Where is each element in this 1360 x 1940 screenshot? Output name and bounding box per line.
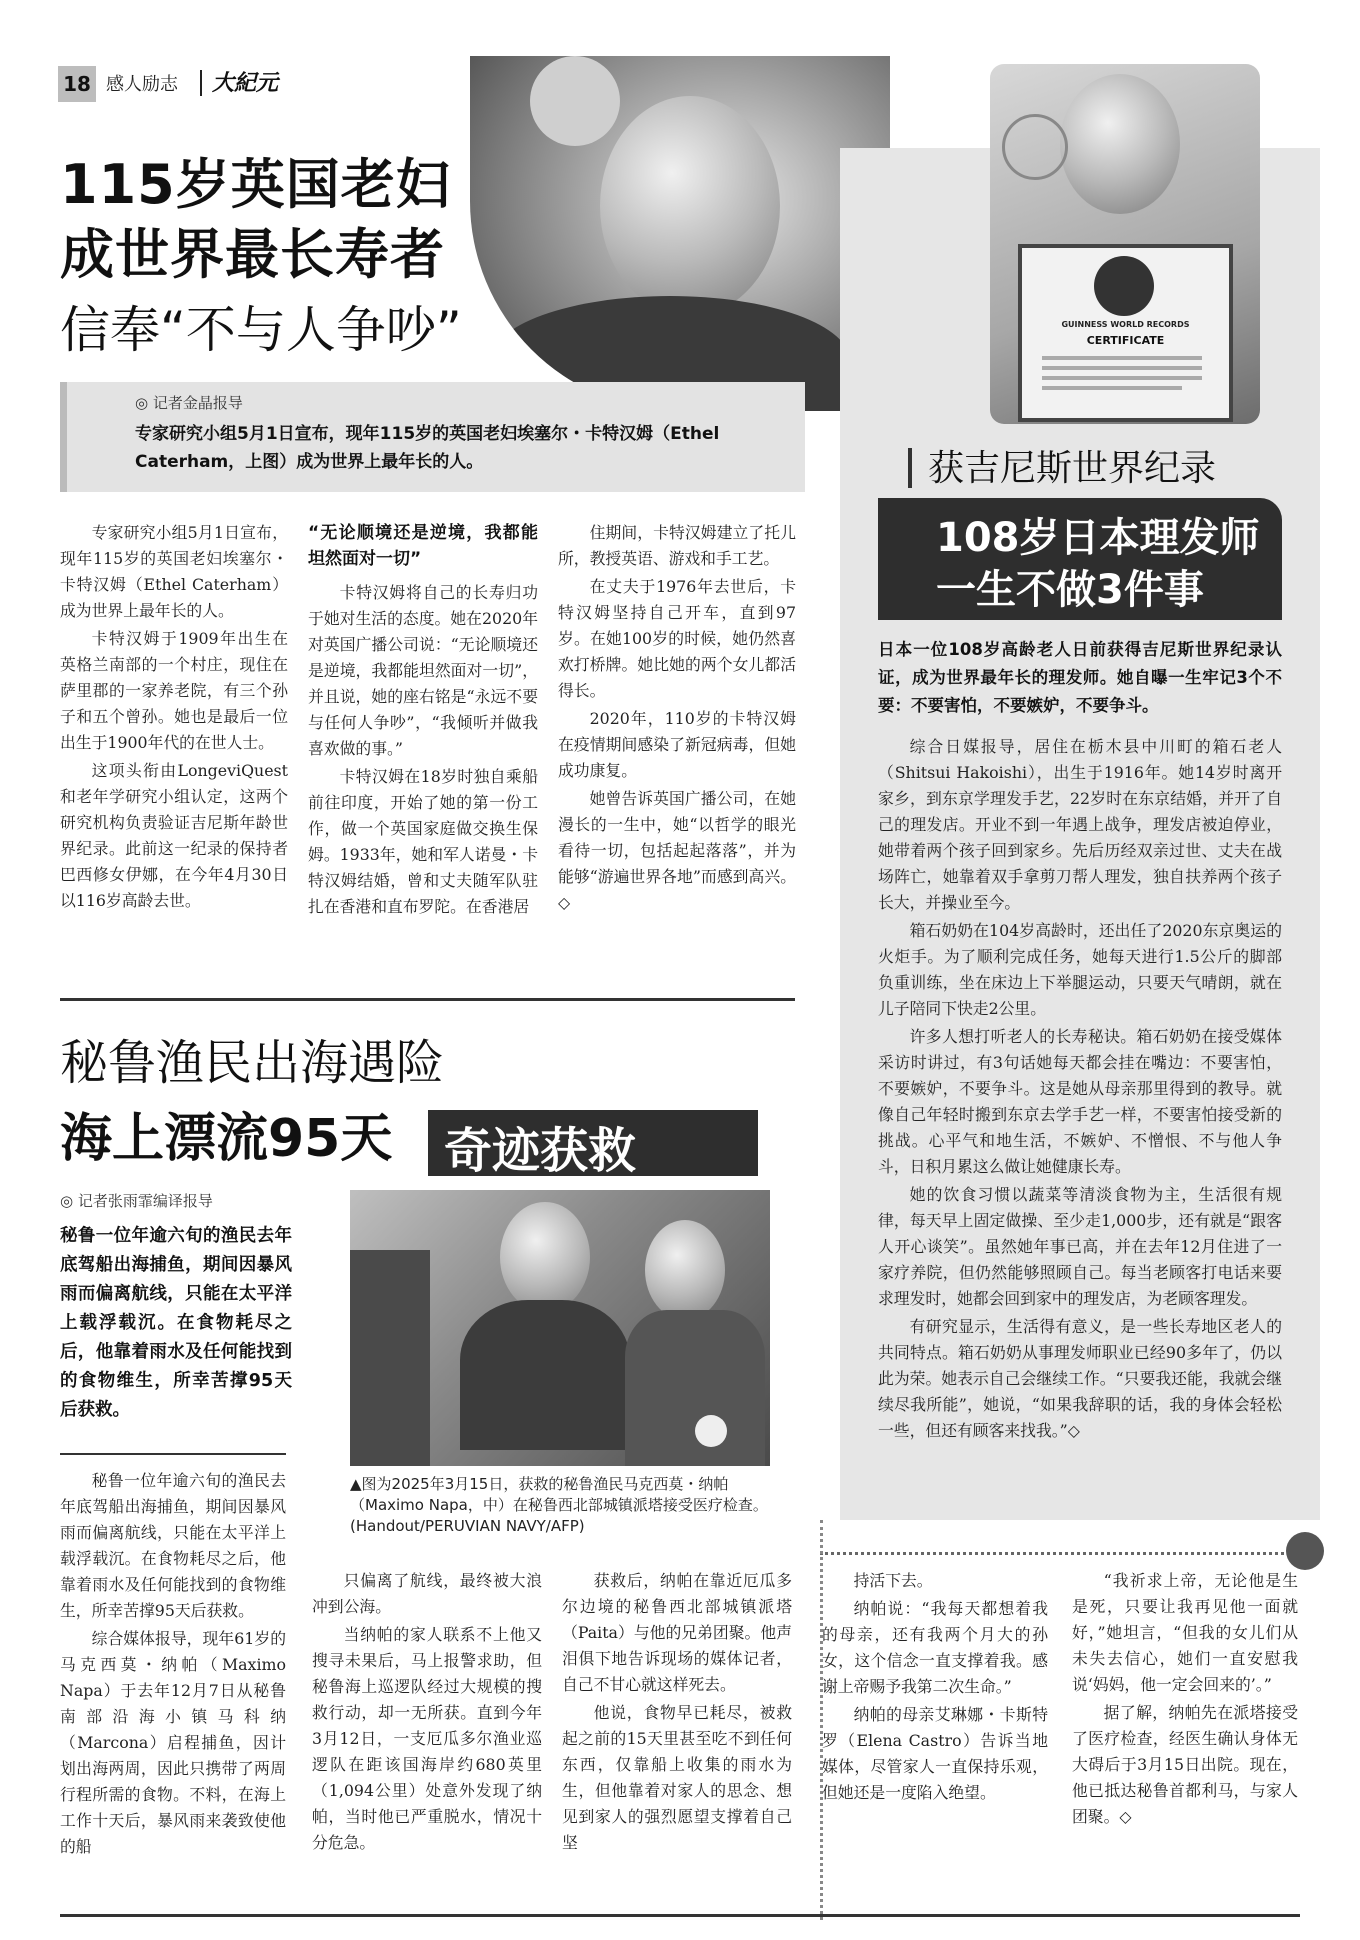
certificate-org: GUINNESS WORLD RECORDS: [1061, 320, 1190, 329]
article1-column-3: 住期间，卡特汉姆建立了托儿所，教授英语、游戏和手工艺。 在丈夫于1976年去世后，卡特汉姆坚持自己开车，直到97岁。在她100岁的时候，她仍然喜欢打桥牌。她比她的两个女儿都活得长。 2020年，110岁的卡特汉姆在疫情期间感染了新冠病毒，但她成功康复。 她曾告诉英国广播公司，在她漫长的一生中，她“以哲学的眼光看待一切，包括起起落落”，并为能够“游遍世界各地”而感到高兴。◇: [558, 523, 796, 912]
article1-column-2: “无论顺境还是逆境，我都能坦然面对一切” 卡特汉姆将自己的长寿归功于她对生活的态度。她在2020年对英国广播公司说：“无论顺境还是逆境，我都能坦然面对一切”，并且说，她的座右铭是“永远不要与任何人争吵”，“我倾听并做我喜欢做的事。” 卡特汉姆在18岁时独自乘船前往印度，开始了她的第一份工作，做一个英国家庭做交换生保姆。1933年，她和军人诺曼・卡特汉姆结婚，曾和丈夫随军队驻扎在香港和直布罗陀。在香港居: [308, 520, 538, 922]
article3-photo-rescued-fisherman: [350, 1190, 770, 1466]
article3-title-line2b: 奇迹获救: [444, 1123, 637, 1179]
dotted-separator-horizontal: [820, 1552, 1290, 1555]
article3-lead-rule: [60, 1453, 286, 1455]
article3-lead: 秘鲁一位年逾六旬的渔民去年底驾船出海捕鱼，期间因暴风雨而偏离航线，只能在太平洋上载浮载沉。在食物耗尽之后，他靠着雨水及任何能找到的食物维生，所幸苦撑95天后获救。: [60, 1226, 292, 1420]
article2-photo-barber-certificate: [990, 64, 1260, 424]
article1-photo-elderly-woman: [470, 56, 890, 411]
article3-title-line2a: 海上漂流95天: [60, 1109, 393, 1169]
article3-column-1: 秘鲁一位年逾六旬的渔民去年底驾船出海捕鱼，期间因暴风雨而偏离航线，只能在太平洋上载浮载沉。在食物耗尽之后，他靠着雨水及任何能找到的食物维生，所幸苦撑95天后获救。 综合媒体报导，现年61岁的马克西莫・纳帕（Maximo Napa）于去年12月7日从秘鲁南部沿海小镇马科纳（Marcona）启程捕鱼，因计划出海两周，因此只携带了两周行程所需的食物。不料，在海上工作十天后，暴风雨来袭致使他的船: [60, 1471, 286, 1856]
article1-column-1: 专家研究小组5月1日宣布，现年115岁的英国老妇埃塞尔・卡特汉姆（Ethel Caterham）成为世界上最年长的人。 卡特汉姆于1909年出生在英格兰南部的一个村庄，现住在萨里郡的一家养老院，有三个孙子和五个曾孙。她也是最后一位出生于1900年代的在世人士。 这项头衔由LongeviQuest和老年学研究小组认定，这两个研究机构负责验证吉尼斯年龄世界纪录。此前这一纪录的保持者巴西修女伊娜，在今年4月30日以116岁高龄去世。: [60, 523, 288, 910]
section-label: 感人励志: [106, 74, 178, 95]
article2-kicker-bar: [908, 448, 912, 488]
article3-column-5: “我祈求上帝，无论他是生是死，只要让我再见他一面就好，”她坦言，“但我的女儿们从未失去信心，她们一直安慰我说‘妈妈，他一定会回来的’。” 据了解，纳帕先在派塔接受了医疗检查，经医生确认身体无大碍后于3月15日出院。现在，他已抵达秘鲁首都利马，与家人团聚。◇: [1072, 1571, 1298, 1826]
article1-byline: ◎ 记者金晶报导: [135, 394, 243, 412]
article1-title-line1: 115岁英国老妇: [60, 153, 451, 216]
article3-column-2: 只偏离了航线，最终被大浪冲到公海。 当纳帕的家人联系不上他又搜寻未果后，马上报警求助，但秘鲁海上巡逻队经过大规模的搜救行动，却一无所获。直到今年3月12日，一支厄瓜多尔渔业巡逻队在距该国海岸约680英里（1,094公里）处意外发现了纳帕，当时他已严重脱水，情况十分危急。: [312, 1571, 542, 1852]
article3-column-3: 获救后，纳帕在靠近厄瓜多尔边境的秘鲁西北部城镇派塔（Paita）与他的兄弟团聚。他声泪俱下地告诉现场的媒体记者，自己不甘心就这样死去。 他说，食物早已耗尽，被救起之前的15天里甚至吃不到任何东西，仅靠船上收集的雨水为生，但他靠着对家人的思念、想见到家人的强烈愿望支撑着自己坚: [562, 1571, 792, 1852]
article1-title-line2: 成世界最长寿者: [60, 223, 445, 286]
certificate-label: CERTIFICATE: [1086, 334, 1165, 347]
article3-column-4: 持活下去。 纳帕说：“我每天都想着我的母亲，还有我两个月大的孙女，这个信念一直支撑着我。感谢上帝赐予我第二次生命。” 纳帕的母亲艾琳娜・卡斯特罗（Elena Castro）告诉当地媒体，尽管家人一直保持乐观，但她还是一度陷入绝望。: [822, 1571, 1048, 1802]
article1-subtitle: 信奉“不与人争吵”: [60, 301, 462, 359]
article3-title-tag: [428, 1110, 758, 1179]
article2-title-line2: 一生不做3件事: [936, 567, 1204, 613]
article1-lead-box: [60, 382, 805, 492]
article2-title-box: [878, 498, 1282, 620]
brand-logo: 大紀元: [212, 70, 279, 96]
article2-body: 综合日媒报导，居住在栃木县中川町的箱石老人（Shitsui Hakoishi），出生于1916年。她14岁时离开家乡，到东京学理发手艺，22岁时在东京结婚，并开了自己的理发店。开业不到一年遇上战争，理发店被迫停业，她带着两个孩子回到家乡。先后历经双亲过世、丈夫在战场阵亡，她靠着双手拿剪刀帮人理发，独自扶养两个孩子长大，并操业至今。 箱石奶奶在104岁高龄时，还出任了2020东京奥运的火炬手。为了顺利完成任务，她每天进行1.5公斤的脚部负重训练，坐在床边上下举腿运动，只要天气晴朗，就在儿子陪同下快走2公里。 许多人想打听老人的长寿秘诀。箱石奶奶在接受媒体采访时讲过，有3句话她每天都会挂在嘴边：不要害怕，不要嫉妒，不要争斗。这是她从母亲那里得到的教导。就像自己年轻时搬到东京去学手艺一样，不要害怕接受新的挑战。心平气和地生活，不嫉妒、不憎恨、不与他人争斗，日积月累这么做让她健康长寿。 她的饮食习惯以蔬菜等清淡食物为主，生活很有规律，每天早上固定做操、至少走1,000步，还有就是“跟客人开心谈笑”。虽然她年事已高，并在去年12月住进了一家疗养院，但仍然能够照顾自己。每当老顾客打电话来要求理发时，她都会回到家中的理发店，为老顾客理发。 有研究显示，生活得有意义，是一些长寿地区老人的共同特点。箱石奶奶从事理发师职业已经90多年了，仍以此为荣。她表示自己会继续工作。“只要我还能，我就会继续尽我所能”，她说，“如果我辞职的话，我的身体会轻松一些，但还有顾客来找我。”◇: [878, 737, 1282, 1440]
header-divider: [200, 70, 202, 96]
article2-title-line1: 108岁日本理发师: [936, 515, 1260, 561]
separator-dot: [1286, 1532, 1324, 1570]
article1-subhead: “无论顺境还是逆境，我都能坦然面对一切”: [308, 523, 538, 569]
page-number-badge: 18: [58, 66, 96, 102]
article3-title-line1: 秘鲁渔民出海遇险: [60, 1035, 445, 1091]
page-bottom-rule: [60, 1914, 1300, 1917]
article1-lead: 专家研究小组5月1日宣布，现年115岁的英国老妇埃塞尔・卡特汉姆（Ethel Caterham，上图）成为世界上最年长的人。: [135, 424, 720, 472]
section-divider: [60, 998, 795, 1001]
article3-photo-caption: ▲图为2025年3月15日，获救的秘鲁渔民马克西莫・纳帕（Maximo Napa，中）在秘鲁西北部城镇派塔接受医疗检查。(Handout/PERUVIAN NAVY/AFP): [350, 1475, 768, 1535]
article2-kicker: 获吉尼斯世界纪录: [928, 448, 1217, 489]
article2-lead: 日本一位108岁高龄老人日前获得吉尼斯世界纪录认证，成为世界最年长的理发师。她自曝一生牢记3个不要：不要害怕，不要嫉妒，不要争斗。: [878, 640, 1282, 715]
article3-byline: ◎ 记者张雨霏编译报导: [60, 1192, 213, 1210]
